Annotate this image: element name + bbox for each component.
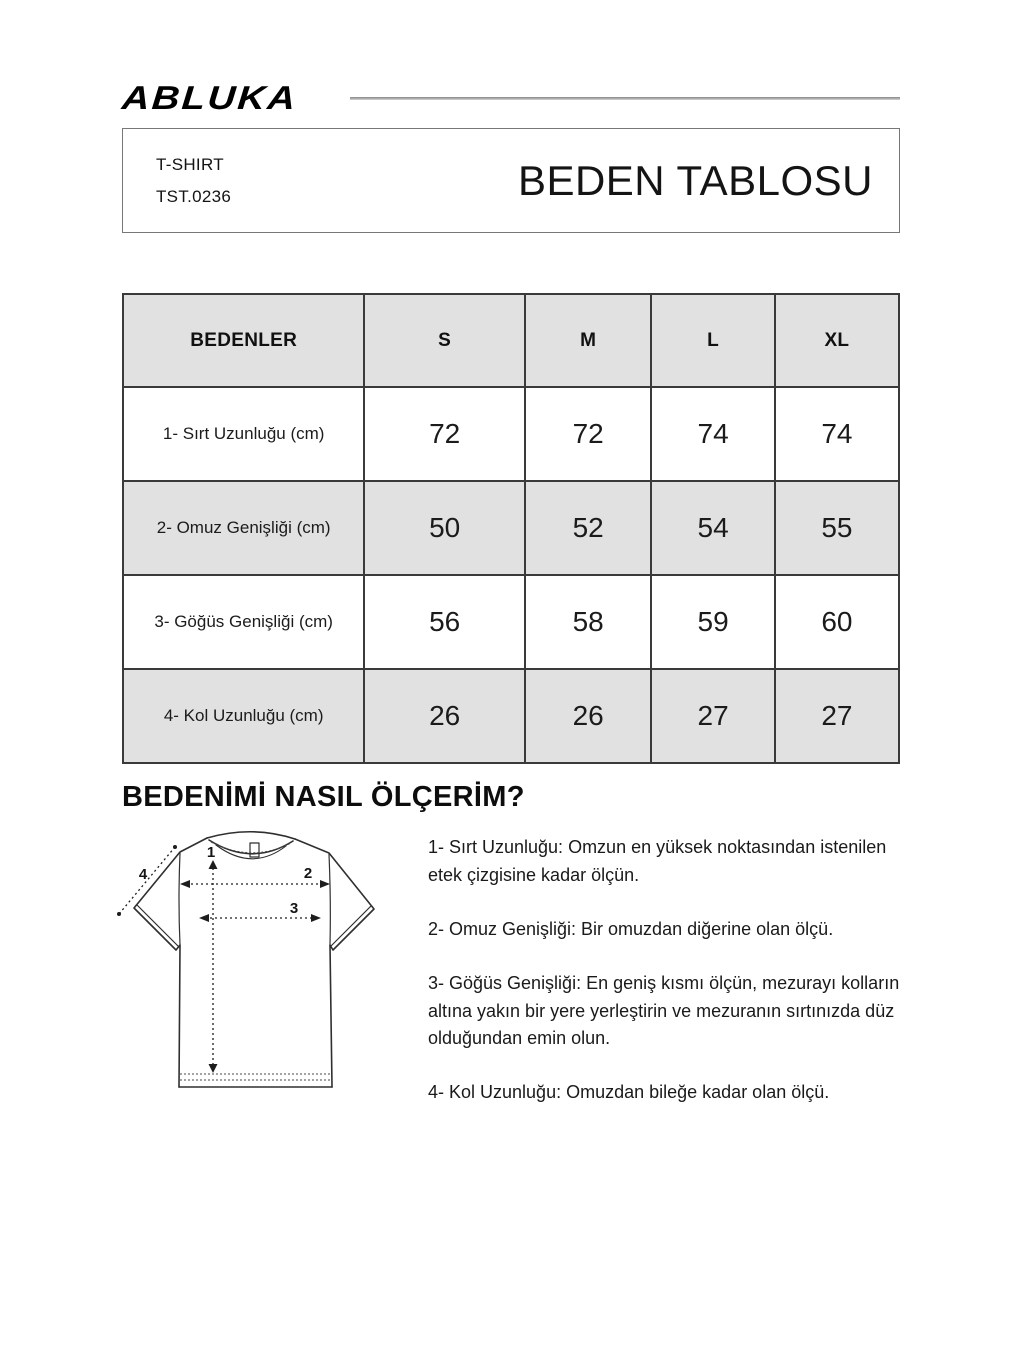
cell-value: 60 [775, 575, 899, 669]
brand-header [120, 79, 900, 116]
title-box [122, 128, 900, 233]
table-row [123, 575, 899, 669]
cell-value: 55 [775, 481, 899, 575]
cell-value: 72 [364, 387, 525, 481]
collar-outer-rim [207, 832, 295, 839]
diagram-label-2: 2 [303, 865, 313, 882]
cell-value: 59 [651, 575, 774, 669]
cell-value: 74 [651, 387, 774, 481]
row-label-chest-width: 3- Göğüs Genişliği (cm) [123, 575, 364, 669]
column-header-bedenler: BEDENLER [123, 294, 364, 387]
collar-label-tab [250, 843, 259, 857]
product-meta [156, 149, 231, 213]
product-type: T-SHIRT [156, 154, 224, 174]
cell-value: 26 [364, 669, 525, 763]
page-title: BEDEN TABLOSU [517, 156, 873, 204]
size-table [122, 293, 900, 764]
brand-divider-line [350, 97, 900, 100]
cell-value: 26 [525, 669, 651, 763]
cell-value: 27 [775, 669, 899, 763]
cell-value: 58 [525, 575, 651, 669]
measure-section [122, 820, 900, 1133]
column-header-xl: XL [775, 294, 899, 387]
measure-instructions [428, 820, 900, 1133]
diagram-label-1: 1 [206, 844, 216, 861]
row-label-back-length: 1- Sırt Uzunluğu (cm) [123, 387, 364, 481]
cell-value: 74 [775, 387, 899, 481]
diagram-label-3: 3 [289, 900, 299, 917]
instruction-chest-width: 3- Göğüs Genişliği: En geniş kısmı ölçün, mezurayı kolların altına yakın bir yere yerleştirin ve mezuranın sırtınızda düz olduğundan emin olun. [428, 972, 900, 1049]
collar-band-bottom [209, 840, 293, 854]
cell-value: 54 [651, 481, 774, 575]
size-table-header-row [123, 294, 899, 387]
diagram-label-4: 4 [138, 866, 148, 883]
cell-value: 27 [651, 669, 774, 763]
table-row [123, 669, 899, 763]
cell-value: 72 [525, 387, 651, 481]
instruction-sleeve-length: 4- Kol Uzunluğu: Omuzdan bileğe kadar olan ölçü. [428, 1082, 830, 1103]
cell-value: 50 [364, 481, 525, 575]
table-row [123, 387, 899, 481]
instruction-shoulder-width: 2- Omuz Genişliği: Bir omuzdan diğerine olan ölçü. [428, 918, 834, 939]
table-row [123, 481, 899, 575]
instruction-back-length: 1- Sırt Uzunluğu: Omzun en yüksek noktasından istenilen etek çizgisine kadar ölçün. [428, 837, 887, 885]
column-header-m: M [525, 294, 651, 387]
brand-logo: ABLUKA [120, 79, 300, 116]
how-to-heading: BEDENİMİ NASIL ÖLÇERİM? [122, 781, 525, 813]
product-code: TST.0236 [156, 186, 232, 206]
row-label-sleeve-length: 4- Kol Uzunluğu (cm) [123, 669, 364, 763]
row-label-shoulder-width: 2- Omuz Genişliği (cm) [123, 481, 364, 575]
column-header-s: S [364, 294, 525, 387]
column-header-l: L [651, 294, 774, 387]
tshirt-measurement-diagram [102, 820, 422, 1133]
cell-value: 52 [525, 481, 651, 575]
cell-value: 56 [364, 575, 525, 669]
